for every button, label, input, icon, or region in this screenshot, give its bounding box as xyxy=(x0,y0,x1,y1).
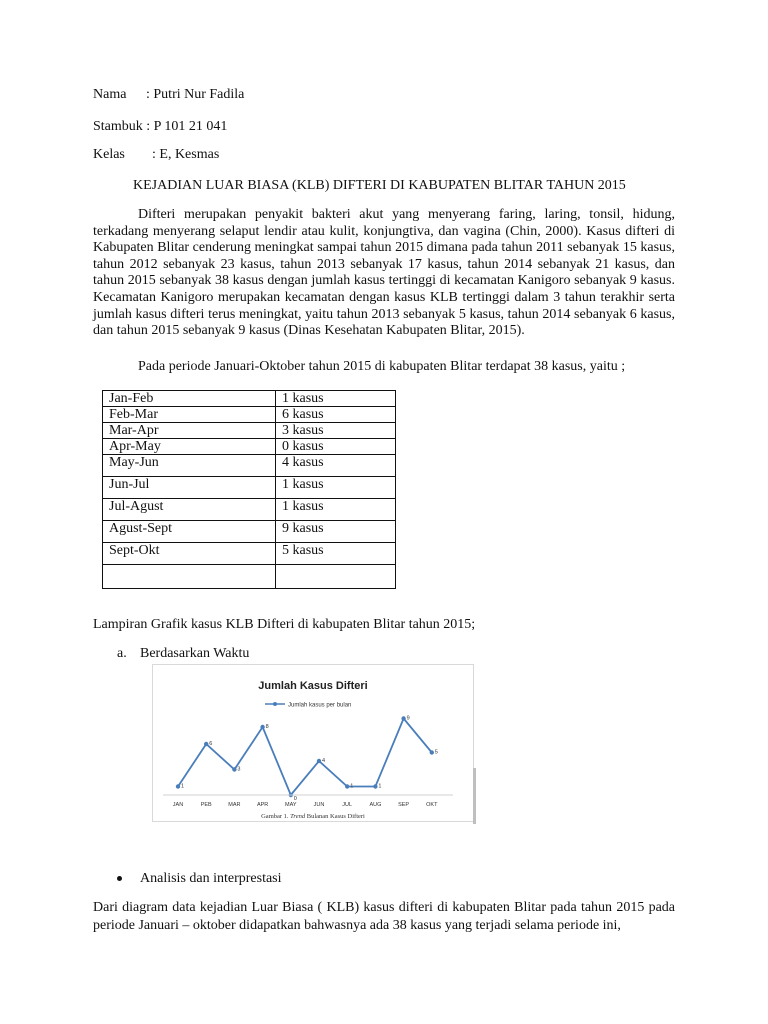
table-row xyxy=(103,477,396,499)
data-point xyxy=(232,767,236,771)
period-cell: Feb-Mar xyxy=(103,407,276,423)
chart-caption xyxy=(261,813,365,820)
data-label: 9 xyxy=(406,715,410,722)
data-point xyxy=(345,784,349,788)
data-point xyxy=(401,716,405,720)
data-point xyxy=(373,784,377,788)
x-tick-label: AUG xyxy=(369,802,382,808)
table-row xyxy=(103,391,396,407)
nama-value: : Putri Nur Fadila xyxy=(146,87,245,102)
data-point xyxy=(260,725,264,729)
data-point xyxy=(176,784,180,788)
table-row xyxy=(103,521,396,543)
chart-figure xyxy=(152,664,474,822)
data-point xyxy=(204,742,208,746)
cases-cell: 3 kasus xyxy=(276,423,396,439)
data-label: 3 xyxy=(237,766,241,773)
x-tick-label: SEP xyxy=(398,802,410,808)
chart-title: Jumlah Kasus Difteri xyxy=(258,680,368,692)
period-cell: Agust-Sept xyxy=(103,521,276,543)
cases-cell: 0 kasus xyxy=(276,439,396,455)
intro-paragraph: Difteri merupakan penyakit bakteri akut yang menyerang faring, laring, tonsil, hidung, terkadang menyerang selaput lendir atau kulit, konjungtiva, dan vagina (Chin, 2000). Kasus difteri di Kabupaten Blitar cenderung meningkat sampai tahun 2015 dimana pada tahun 2011 sebanyak 15 kasus, tahun 2012 sebanyak 23 kasus, tahun 2013 sebanyak 17 kasus, tahun 2014 sebanyak 21 kasus, dan tahun 2015 sebanyak 38 kasus dengan jumlah kasus tertinggi di kecamatan Kanigoro sebanyak 9 kasus. Kecamatan Kanigoro merupakan kecamatan dengan kasus KLB tertinggi dalam 3 tahun terakhir serta jumlah kasus difteri terus meningkat, yaitu tahun 2013 sebanyak 5 kasus, tahun 2014 sebanyak 6 kasus, dan tahun 2015 sebanyak 9 kasus (Dinas Kesehatan Kabupaten Blitar, 2015). xyxy=(93,207,675,339)
cases-cell: 5 kasus xyxy=(276,543,396,565)
period-cell: Sept-Okt xyxy=(103,543,276,565)
data-label: 8 xyxy=(265,724,269,730)
data-label: 6 xyxy=(209,741,213,747)
chart-caption-prefix: Gambar 1. xyxy=(261,813,291,820)
x-tick-label: JUN xyxy=(313,802,325,808)
chart-caption-italic: Trend xyxy=(290,813,306,820)
cases-cell: 1 kasus xyxy=(276,477,396,499)
x-tick-label: MAY xyxy=(285,802,297,808)
table-row xyxy=(103,455,396,477)
x-tick-label: JAN xyxy=(172,802,184,808)
data-label: 4 xyxy=(322,758,326,764)
table-row xyxy=(103,407,396,423)
table-row xyxy=(103,499,396,521)
data-label: 1 xyxy=(350,783,354,790)
cases-cell: 9 kasus xyxy=(276,521,396,543)
data-label: 1 xyxy=(181,783,185,790)
x-tick-label: APR xyxy=(256,802,269,808)
x-tick-label: PEB xyxy=(200,802,212,808)
data-label: 5 xyxy=(434,749,438,756)
nama-label: Nama xyxy=(93,87,127,102)
list-item-a xyxy=(117,646,249,662)
document-title: KEJADIAN LUAR BIASA (KLB) DIFTERI DI KABUPATEN BLITAR TAHUN 2015 xyxy=(133,178,626,193)
table-row xyxy=(103,565,396,589)
period-cell: May-Jun xyxy=(103,455,276,477)
period-cell: Jul-Agust xyxy=(103,499,276,521)
cases-cell: 6 kasus xyxy=(276,407,396,423)
list-marker: a. xyxy=(117,646,127,661)
bullet-text: Analisis dan interprestasi xyxy=(140,871,282,886)
period-cell: Jan-Feb xyxy=(103,391,276,407)
scroll-indicator xyxy=(473,768,476,824)
chart-caption-suffix: Bulanan Kasus Difteri xyxy=(305,813,365,820)
lampiran-text: Lampiran Grafik kasus KLB Difteri di kabupaten Blitar tahun 2015; xyxy=(93,617,476,632)
x-tick-label: OKT xyxy=(426,802,438,808)
kelas-value: : E, Kesmas xyxy=(152,147,220,162)
period-cell xyxy=(103,565,276,589)
nama-line xyxy=(93,87,244,103)
analysis-paragraph: Dari diagram data kejadian Luar Biasa ( KLB) kasus difteri di kabupaten Blitar pada tahun 2015 pada periode Januari – oktober didapatkan bahwasnya ada 38 kasus yang terjadi selama periode ini, xyxy=(93,900,675,933)
bullet-icon xyxy=(117,876,122,881)
list-text: Berdasarkan Waktu xyxy=(140,646,250,661)
period-cell: Mar-Apr xyxy=(103,423,276,439)
table-row xyxy=(103,439,396,455)
cases-cell: 4 kasus xyxy=(276,455,396,477)
legend-marker xyxy=(273,702,277,706)
period-paragraph: Pada periode Januari-Oktober tahun 2015 di kabupaten Blitar terdapat 38 kasus, yaitu ; xyxy=(138,359,626,374)
kelas-label: Kelas xyxy=(93,147,125,162)
data-point xyxy=(430,750,434,754)
period-cell: Apr-May xyxy=(103,439,276,455)
stambuk-line: Stambuk : P 101 21 041 xyxy=(93,119,228,134)
series-line xyxy=(178,719,432,796)
data-point xyxy=(317,759,321,763)
kelas-line xyxy=(93,147,219,163)
data-label: 1 xyxy=(378,783,382,790)
legend-label: Jumlah kasus per bulan xyxy=(288,702,352,709)
table-row xyxy=(103,423,396,439)
cases-cell: 1 kasus xyxy=(276,499,396,521)
cases-cell: 1 kasus xyxy=(276,391,396,407)
x-tick-label: MAR xyxy=(228,802,241,808)
line-chart xyxy=(153,665,473,821)
cases-cell xyxy=(276,565,396,589)
data-label: 0 xyxy=(293,796,297,802)
cases-table xyxy=(102,390,396,589)
period-cell: Jun-Jul xyxy=(103,477,276,499)
table-row xyxy=(103,543,396,565)
x-tick-label: JUL xyxy=(342,802,353,808)
